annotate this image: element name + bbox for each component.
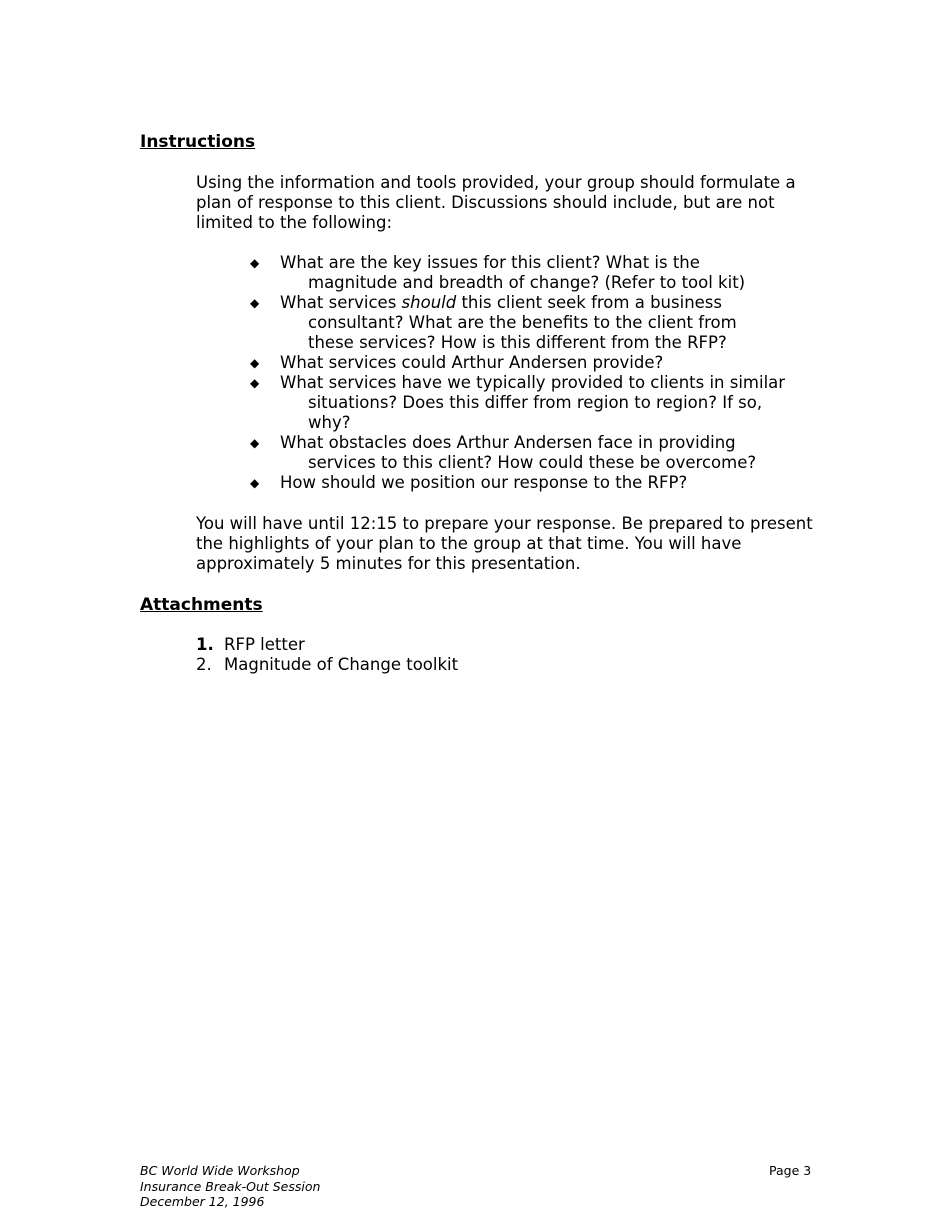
bullet-first-line: What are the key issues for this client? What is the — [280, 253, 700, 272]
footer-session: Insurance Break-Out Session — [140, 1178, 321, 1194]
bullet-first-line: What services could Arthur Andersen provide? — [280, 353, 664, 372]
bullet-item — [250, 293, 820, 353]
attachment-label: RFP letter — [224, 635, 305, 654]
diamond-bullet-icon: ◆ — [250, 376, 260, 390]
bullet-text: What services — [280, 293, 402, 312]
bullet-continuation: magnitude and breadth of change? (Refer to tool kit) — [308, 273, 746, 292]
instructions-intro: Using the information and tools provided, your group should formulate a plan of response to this client. Discussions should include, but are not limited to the following: — [196, 173, 796, 232]
bullet-item — [250, 373, 820, 433]
diamond-bullet-icon: ◆ — [250, 356, 260, 370]
footer-date: December 12, 1996 — [140, 1194, 265, 1209]
diamond-bullet-icon: ◆ — [250, 256, 260, 270]
bullet-text: this client seek from a business — [456, 293, 722, 312]
bullet-item — [250, 253, 820, 293]
diamond-bullet-icon: ◆ — [250, 476, 260, 490]
bullet-continuation: services to this client? How could these be overcome? — [308, 453, 757, 472]
bullet-first-line: What obstacles does Arthur Andersen face in providing — [280, 433, 736, 452]
attachments-heading: Attachments — [140, 595, 263, 615]
instructions-bullet-list — [250, 253, 820, 493]
attachment-item — [196, 655, 458, 675]
page-number: Page 3 — [769, 1163, 812, 1178]
bullet-item — [250, 433, 820, 473]
bullet-continuation: situations? Does this differ from region to region? If so, why? — [308, 393, 763, 432]
attachment-label: Magnitude of Change toolkit — [224, 655, 459, 674]
attachment-number: 1. — [196, 635, 214, 654]
diamond-bullet-icon: ◆ — [250, 296, 260, 310]
bullet-emphasis: should — [401, 293, 457, 312]
bullet-continuation: consultant? What are the benefits to the client from these services? How is this different from the RFP? — [308, 313, 737, 352]
diamond-bullet-icon: ◆ — [250, 436, 260, 450]
attachment-number: 2. — [196, 655, 212, 674]
bullet-first-line: How should we position our response to the RFP? — [280, 473, 688, 492]
bullet-item — [250, 353, 820, 373]
instructions-heading: Instructions — [140, 132, 256, 152]
footer-workshop: BC World Wide Workshop — [140, 1163, 300, 1178]
attachments-list — [196, 635, 458, 675]
bullet-item — [250, 473, 820, 493]
bullet-first-line — [280, 293, 820, 313]
footer-info — [140, 1163, 320, 1210]
instructions-closing: You will have until 12:15 to prepare your response. Be prepared to present the highlights of your plan to the group at that time. You will have approximately 5 minutes for this presentation. — [196, 514, 813, 573]
attachment-item — [196, 635, 458, 655]
bullet-first-line: What services have we typically provided to clients in similar — [280, 373, 786, 392]
